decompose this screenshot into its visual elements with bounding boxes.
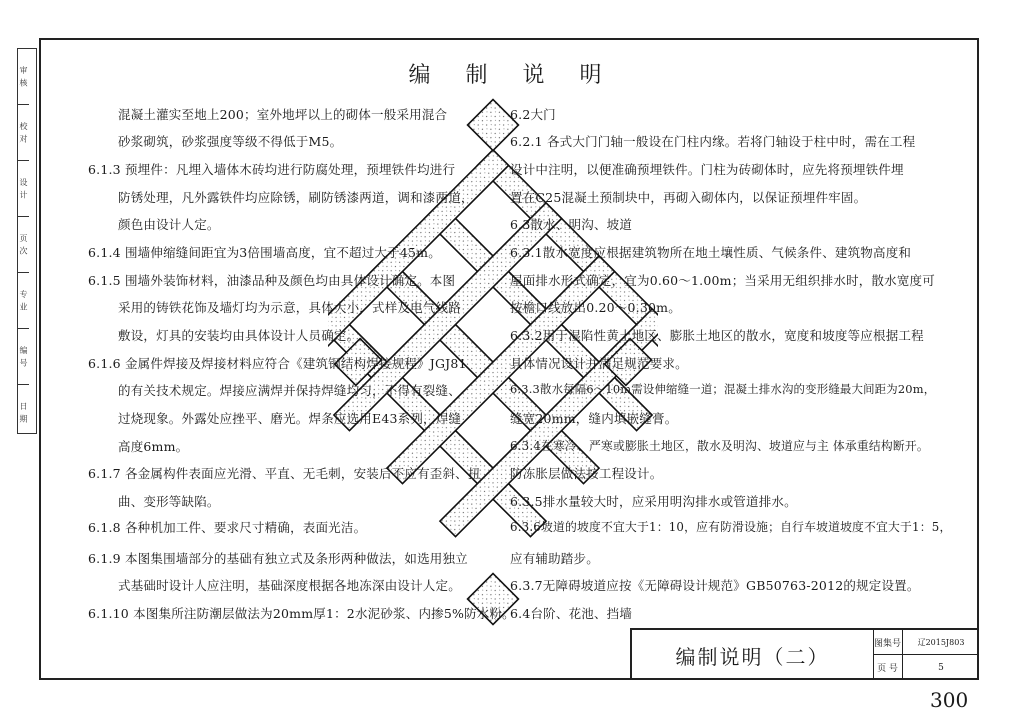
signature-strip xyxy=(17,48,37,434)
text-line: 6.3.4在寒冷、严寒或膨胀土地区，散水及明沟、坡道应与主 体承重结构断开。 xyxy=(510,439,929,453)
text-line: 6.3.1散水宽度应根据建筑物所在地土壤性质、气候条件、建筑物高度和 xyxy=(510,245,912,260)
text-line: 6.4台阶、花池、挡墙 xyxy=(510,606,633,621)
page-number: 300 xyxy=(930,688,969,712)
sidebar-cell: 编 号 xyxy=(18,329,29,385)
text-line: 设计中注明，以便准确预埋铁件。门柱为砖砌体时，应先将预埋铁件埋 xyxy=(510,162,904,177)
text-line: 过烧现象。外露处应挫平、磨光。焊条应选用E43系列，焊缝 xyxy=(118,411,462,426)
text-line: 6.3散水、明沟、坡道 xyxy=(510,217,633,232)
atlas-label: 图集号 xyxy=(873,630,903,655)
text-line: 6.2大门 xyxy=(510,107,556,122)
text-line: 置在C25混凝土预制块中，再砌入砌体内，以保证预埋件牢固。 xyxy=(510,190,867,205)
text-line: 6.3.3散水每隔6～10m需设伸缩缝一道；混凝土排水沟的变形缝最大间距为20m， xyxy=(510,382,936,396)
text-line: 式基础时设计人应注明，基础深度根据各地冻深由设计人定。 xyxy=(118,578,461,593)
text-line: 屋面排水形式确定，宜为0.60～1.00m；当采用无组织排水时，散水宽度可 xyxy=(510,273,935,288)
sidebar-cell: 专 业 xyxy=(18,273,29,329)
text-line: 6.1.3 预埋件：凡埋入墙体木砖均进行防腐处理，预埋铁件均进行 xyxy=(88,162,456,177)
text-line: 砂浆砌筑，砂浆强度等级不得低于M5。 xyxy=(118,134,343,149)
page-value: 5 xyxy=(938,662,944,673)
text-line: 6.1.5 围墙外装饰材料，油漆品种及颜色均由具体设计确定。本图 xyxy=(88,273,456,288)
sidebar-cell: 设 计 xyxy=(18,161,29,217)
text-line: 防锈处理，凡外露铁件均应除锈，刷防锈漆两道，调和漆两道， xyxy=(118,190,474,205)
text-line: 6.1.4 围墙伸缩缝间距宜为3倍围墙高度，宜不超过大于45m。 xyxy=(88,245,441,260)
text-line: 6.3.6坡道的坡度不宜大于1：10，应有防滑设施；自行车坡道坡度不宜大于1：5， xyxy=(510,520,952,534)
text-line: 6.3.5排水量较大时，应采用明沟排水或管道排水。 xyxy=(510,494,797,509)
text-line: 6.3.7无障碍坡道应按《无障碍设计规范》GB50763-2012的规定设置。 xyxy=(510,578,920,593)
text-line: 高度6mm。 xyxy=(118,439,189,454)
sidebar-cell: 页 次 xyxy=(18,217,29,273)
text-line: 混凝土灌实至地上200；室外地坪以上的砌体一般采用混合 xyxy=(118,107,448,122)
text-line: 6.1.6 金属件焊接及焊接材料应符合《建筑钢结构焊接规程》JGJ81 xyxy=(88,356,467,371)
title-block-title: 编制说明（二） xyxy=(632,630,874,680)
text-line: 6.1.10 本图集所注防潮层做法为20mm厚1：2水泥砂浆、内掺5%防水粉。 xyxy=(88,606,515,621)
sidebar-cell: 日 期 xyxy=(19,401,28,424)
sidebar-cell: 校 对 xyxy=(18,105,29,161)
text-line: 颜色由设计人定。 xyxy=(118,217,220,232)
text-line: 6.1.8 各种机加工件、要求尺寸精确，表面光洁。 xyxy=(88,520,367,535)
text-line: 曲、变形等缺陷。 xyxy=(118,494,220,509)
title-block xyxy=(630,628,979,680)
sidebar-cell: 审 核 xyxy=(18,49,29,105)
text-line: 6.2.1 各式大门门轴一般设在门柱内缘。若将门轴设于柱中时，需在工程 xyxy=(510,134,916,149)
text-line: 缝宽20mm，缝内填嵌缝膏。 xyxy=(510,411,678,426)
text-line: 采用的铸铁花饰及墙灯均为示意，具体大小，式样及电气线路 xyxy=(118,300,461,315)
text-line: 敷设，灯具的安装均由具体设计人员确定。 xyxy=(118,328,360,343)
page-label: 页 号 xyxy=(873,655,903,680)
text-line: 防冻胀层做法按工程设计。 xyxy=(510,466,663,481)
text-line: 具体情况设计并满足规范要求。 xyxy=(510,356,688,371)
text-line: 6.1.7 各金属构件表面应光滑、平直、无毛刺，安装后不应有歪斜、扭 xyxy=(88,466,481,481)
text-line: 6.3.2用于湿陷性黄土地区、膨胀土地区的散水，宽度和坡度等应根据工程 xyxy=(510,328,924,343)
text-line: 按檐口线放出0.20～0.30m。 xyxy=(510,300,681,315)
text-line: 6.1.9 本图集围墙部分的基础有独立式及条形两种做法，如选用独立 xyxy=(88,551,468,566)
text-line: 应有辅助踏步。 xyxy=(510,551,599,566)
atlas-value: 辽2015J803 xyxy=(903,630,979,655)
page-title: 编 制 说 明 xyxy=(408,63,616,88)
text-line: 的有关技术规定。焊接应满焊并保持焊缝均匀，不得有裂缝、 xyxy=(118,383,461,398)
